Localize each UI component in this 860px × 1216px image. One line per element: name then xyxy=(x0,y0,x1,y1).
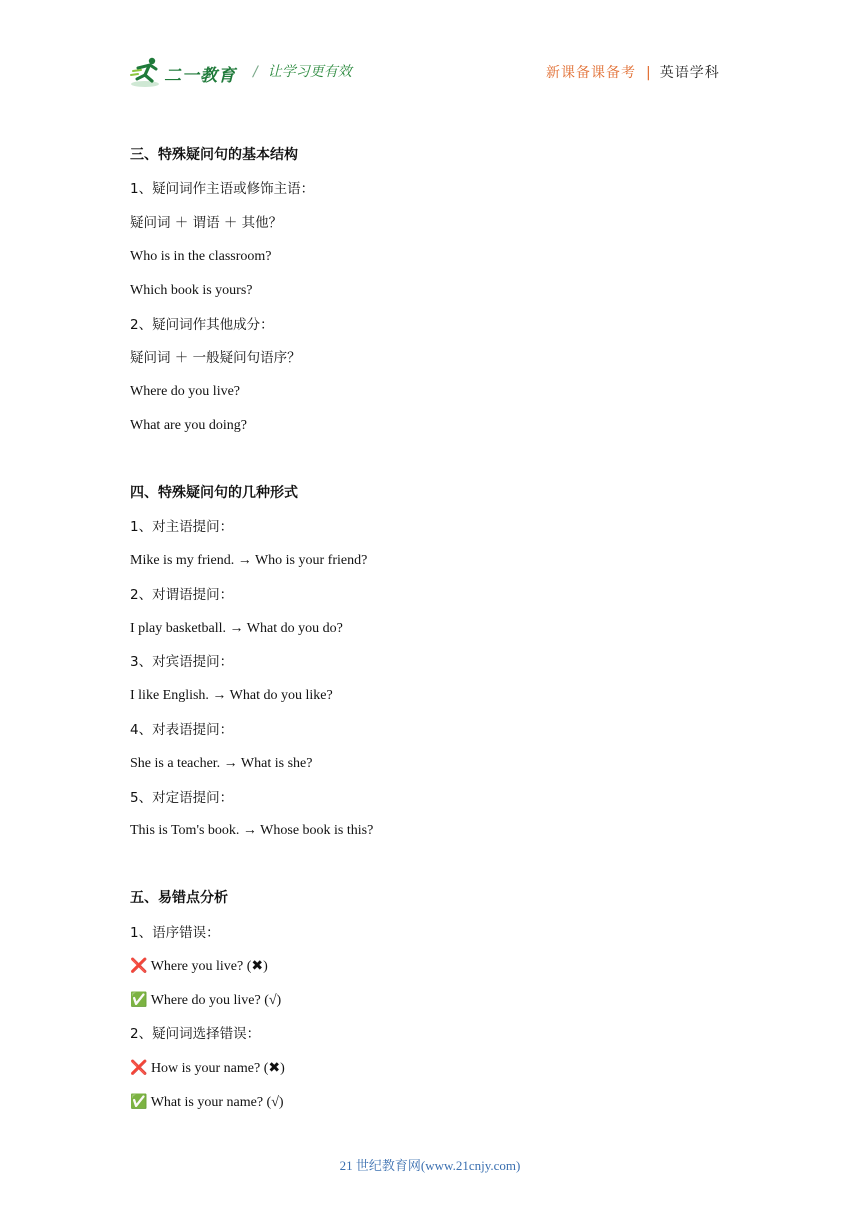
section-4-line-9: 5、对定语提问： xyxy=(130,790,234,806)
logo-text: 二一教育 xyxy=(164,66,236,86)
section-3-line-3: Who is in the classroom? xyxy=(130,249,272,264)
logo xyxy=(130,55,242,89)
section-4-line-7: 4、对表语提问： xyxy=(130,722,234,738)
header-course-info xyxy=(546,62,720,82)
section-5-correct-example-2 xyxy=(130,1093,284,1111)
section-5-heading: 五、易错点分析 xyxy=(130,890,228,906)
section-5-line-4: 2、疑问词选择错误： xyxy=(130,1026,261,1042)
section-4-line-4: I play basketball. → What do you do? xyxy=(130,621,343,636)
wrong-sentence: Where you live? (✖) xyxy=(150,959,268,974)
section-3-line-6: 疑问词 ＋ 一般疑问句语序？ xyxy=(130,350,301,366)
course-label: 新课备课备考 xyxy=(546,65,636,81)
section-4-line-10: This is Tom's book. → Whose book is this? xyxy=(130,823,374,838)
cross-mark-icon: ❌ xyxy=(130,1060,148,1076)
section-3-line-4: Which book is yours? xyxy=(130,283,253,298)
wrong-sentence: How is your name? (✖) xyxy=(150,1061,285,1076)
section-3-line-2: 疑问词 ＋ 谓语 ＋ 其他？ xyxy=(130,215,283,231)
section-4-line-5: 3、对宾语提问： xyxy=(130,654,234,670)
check-mark-icon: ✅ xyxy=(130,992,148,1008)
page-header xyxy=(0,0,860,110)
section-4-line-1: 1、对主语提问： xyxy=(130,519,234,535)
section-3-line-8: What are you doing? xyxy=(130,418,248,433)
section-4-line-2: Mike is my friend. → Who is your friend? xyxy=(130,553,368,568)
section-4-line-8: She is a teacher. → What is she? xyxy=(130,756,313,771)
section-3-line-5: 2、疑问词作其他成分： xyxy=(130,317,274,333)
correct-sentence: What is your name? (√) xyxy=(150,1095,284,1110)
section-4-heading: 四、特殊疑问句的几种形式 xyxy=(130,485,298,501)
subject-label: 英语学科 xyxy=(659,65,720,81)
check-mark-icon: ✅ xyxy=(130,1094,148,1110)
header-divider: | xyxy=(646,65,651,81)
section-5-wrong-example-1 xyxy=(130,957,268,975)
section-3-line-1: 1、疑问词作主语或修饰主语： xyxy=(130,181,315,197)
section-3-heading: 三、特殊疑问句的基本结构 xyxy=(130,147,298,163)
section-5-wrong-example-2 xyxy=(130,1059,285,1077)
section-3-line-7: Where do you live? xyxy=(130,384,241,399)
page-footer: 21 世纪教育网(www.21cnjy.com) xyxy=(339,1158,521,1173)
correct-sentence: Where do you live? (√) xyxy=(150,993,282,1008)
section-5-correct-example-1 xyxy=(130,991,281,1009)
section-5-line-1: 1、语序错误： xyxy=(130,925,220,941)
slogan-text: 让学习更有效 xyxy=(267,64,352,80)
section-4-line-3: 2、对谓语提问： xyxy=(130,587,234,603)
running-man-logo-icon xyxy=(130,55,164,89)
slogan xyxy=(253,61,352,81)
section-4-line-6: I like English. → What do you like? xyxy=(130,688,333,703)
slogan-separator: / xyxy=(253,64,258,80)
cross-mark-icon: ❌ xyxy=(130,958,148,974)
